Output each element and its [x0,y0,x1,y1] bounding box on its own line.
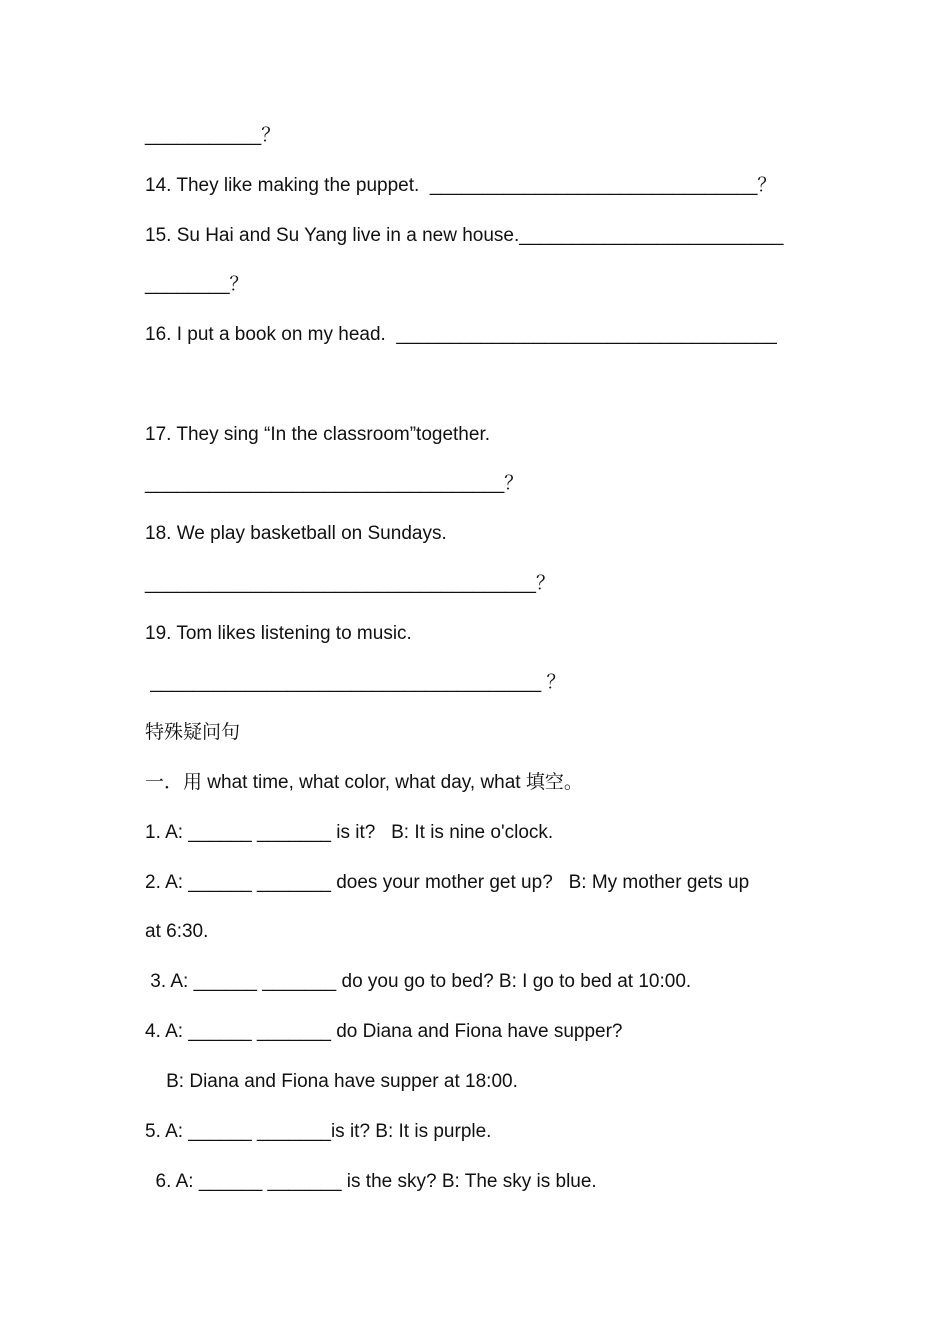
question-18: 18. We play basketball on Sundays. [145,523,447,544]
instruction: 一．用 what time, what color, what day, what 填空。 [145,772,583,793]
exercise-4-answer: B: Diana and Fiona have supper at 18:00. [145,1071,518,1092]
answer-line-15: ________？ [145,274,249,295]
question-16: 16. I put a book on my head. ____________________________________ [145,324,777,345]
exercise-5: 5. A: ______ _______is it? B: It is purple. [145,1121,492,1142]
exercise-3: 3. A: ______ _______ do you go to bed? B: I go to bed at 10:00. [145,971,692,992]
question-15: 15. Su Hai and Su Yang live in a new house._________________________ [145,225,784,246]
question-17: 17. They sing “In the classroom”together. [145,424,490,445]
answer-line-18: _____________________________________？ [145,573,555,594]
exercise-2: 2. A: ______ _______ does your mother get up? B: My mother gets up [145,872,750,893]
question-14: 14. They like making the puppet. _______________________________？ [145,175,777,196]
answer-line-17: __________________________________？ [145,473,524,494]
exercise-6: 6. A: ______ _______ is the sky? B: The sky is blue. [145,1171,597,1192]
exercise-1: 1. A: ______ _______ is it? B: It is nine o'clock. [145,822,554,843]
answer-line-19: _____________________________________ ？ [145,672,566,693]
exercise-4: 4. A: ______ _______ do Diana and Fiona have supper? [145,1021,623,1042]
section-heading: 特殊疑问句 [145,722,241,743]
exercise-2-continued: at 6:30. [145,921,209,942]
question-19: 19. Tom likes listening to music. [145,623,412,644]
answer-line-13: ___________？ [145,125,281,146]
